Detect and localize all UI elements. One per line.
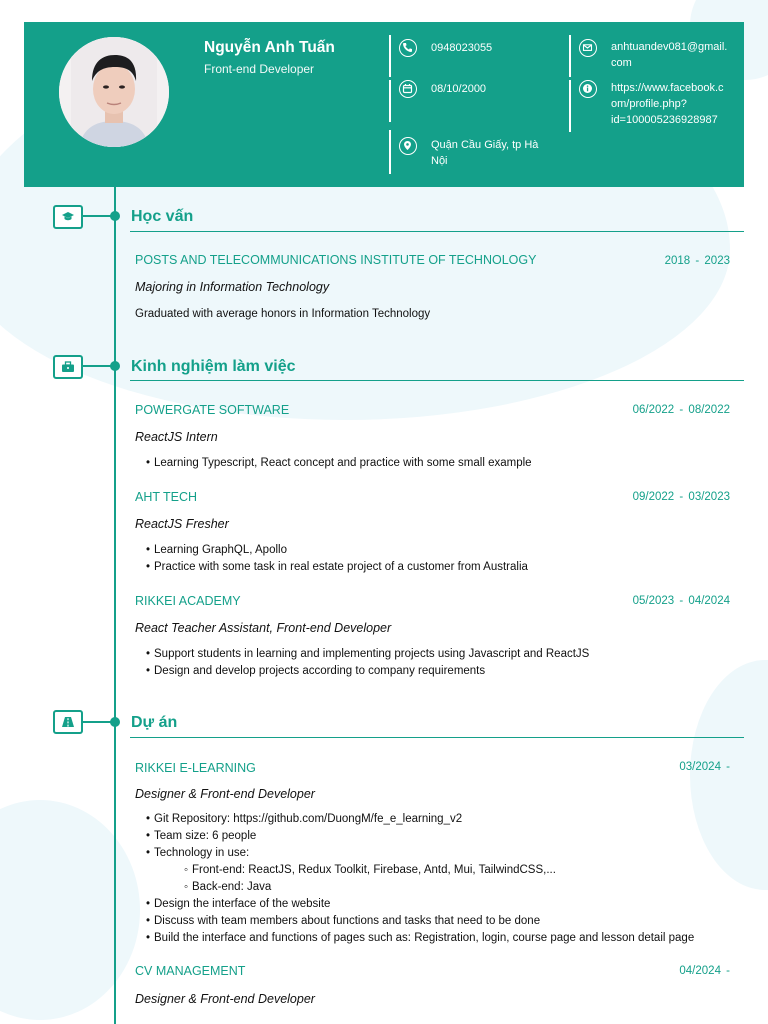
list-item: • Team size: 6 people [146,828,694,845]
project-bullets [146,811,694,947]
job-bullets [146,455,532,472]
school-name: POSTS AND TELECOMMUNICATIONS INSTITUTE OF TECHNOLOGY [135,253,537,267]
timeline-dot [110,211,120,221]
briefcase-icon [53,355,83,379]
road-icon [53,710,83,734]
company-name: POWERGATE SOFTWARE [135,403,290,417]
facebook-link[interactable]: https://www.facebook.c om/profile.php? id=100005236928987 [611,82,724,126]
birthday: 08/10/2000 [431,83,487,95]
project-name: RIKKEI E-LEARNING [135,761,256,775]
tech-list [154,862,694,896]
profile-role: Front-end Developer [204,62,315,76]
section-rule [130,737,744,738]
job-dates: 06/2022 - 08/2022 [632,404,730,416]
graduation-cap-icon [53,205,83,229]
section-rule [130,380,744,381]
list-item: ◦ Back-end: Java [184,879,694,896]
list-item: • Git Repository: https://github.com/DuongM/fe_e_learning_v2 [146,811,694,828]
project-name: CV MANAGEMENT [135,964,246,978]
company-name: RIKKEI ACADEMY [135,594,241,608]
address: Quận Cầu Giấy, tp Hà Nội [431,139,539,167]
company-name: AHT TECH [135,490,198,504]
info-icon [579,80,597,98]
section-title-experience: Kinh nghiệm làm việc [131,358,296,375]
list-item: • Design and develop projects according to company requirements [146,663,589,680]
timeline-dot [110,717,120,727]
avatar [59,37,169,147]
list-item: • Learning Typescript, React concept and practice with some small example [146,455,532,472]
project-position: Designer & Front-end Developer [135,992,315,1006]
project-position: Designer & Front-end Developer [135,787,315,801]
project-dates: 04/2024 - [679,965,730,977]
list-item: • Learning GraphQL, Apollo [146,542,528,559]
background-shape [0,800,140,1020]
list-item: • Design the interface of the website [146,896,694,913]
divider [389,35,391,77]
section-title-projects: Dự án [131,714,178,731]
list-item: • Build the interface and functions of pages such as: Registration, login, course page and lesson detail page [146,930,694,947]
education-dates: 2018 - 2023 [664,255,730,267]
divider [389,80,391,122]
list-item: • Practice with some task in real estate project of a customer from Australia [146,559,528,576]
job-position: React Teacher Assistant, Front-end Developer [135,621,392,635]
section-rule [130,231,744,232]
list-item: • Technology in use: ◦ Front-end: ReactJS, Redux Toolkit, Firebase, Antd, Mui, TailwindCSS,... ◦ Back-end: Java [146,845,694,896]
timeline-line [114,187,116,1024]
job-dates: 05/2023 - 04/2024 [632,595,730,607]
list-item: • Support students in learning and implementing projects using Javascript and ReactJS [146,646,589,663]
divider [569,35,571,77]
education-note: Graduated with average honors in Information Technology [135,308,431,320]
education-major: Majoring in Information Technology [135,280,330,294]
divider [569,80,571,132]
calendar-icon [399,80,417,98]
job-position: ReactJS Intern [135,430,218,444]
profile-name: Nguyễn Anh Tuấn [204,39,335,56]
profile-header [24,22,744,187]
background-shape [690,660,768,890]
email[interactable]: anhtuandev081@gmail. com [611,41,728,69]
location-pin-icon [399,137,417,155]
phone-icon [399,39,417,57]
job-bullets [146,646,589,680]
timeline-dot [110,361,120,371]
section-title-education: Học vấn [131,208,194,225]
job-dates: 09/2022 - 03/2023 [632,491,730,503]
job-position: ReactJS Fresher [135,517,229,531]
email-icon [579,39,597,57]
phone-number: 0948023055 [431,42,493,54]
list-item: ◦ Front-end: ReactJS, Redux Toolkit, Firebase, Antd, Mui, TailwindCSS,... [184,862,694,879]
job-bullets [146,542,528,576]
divider [389,130,391,174]
list-item: • Discuss with team members about functions and tasks that need to be done [146,913,694,930]
project-dates: 03/2024 - [679,761,730,773]
